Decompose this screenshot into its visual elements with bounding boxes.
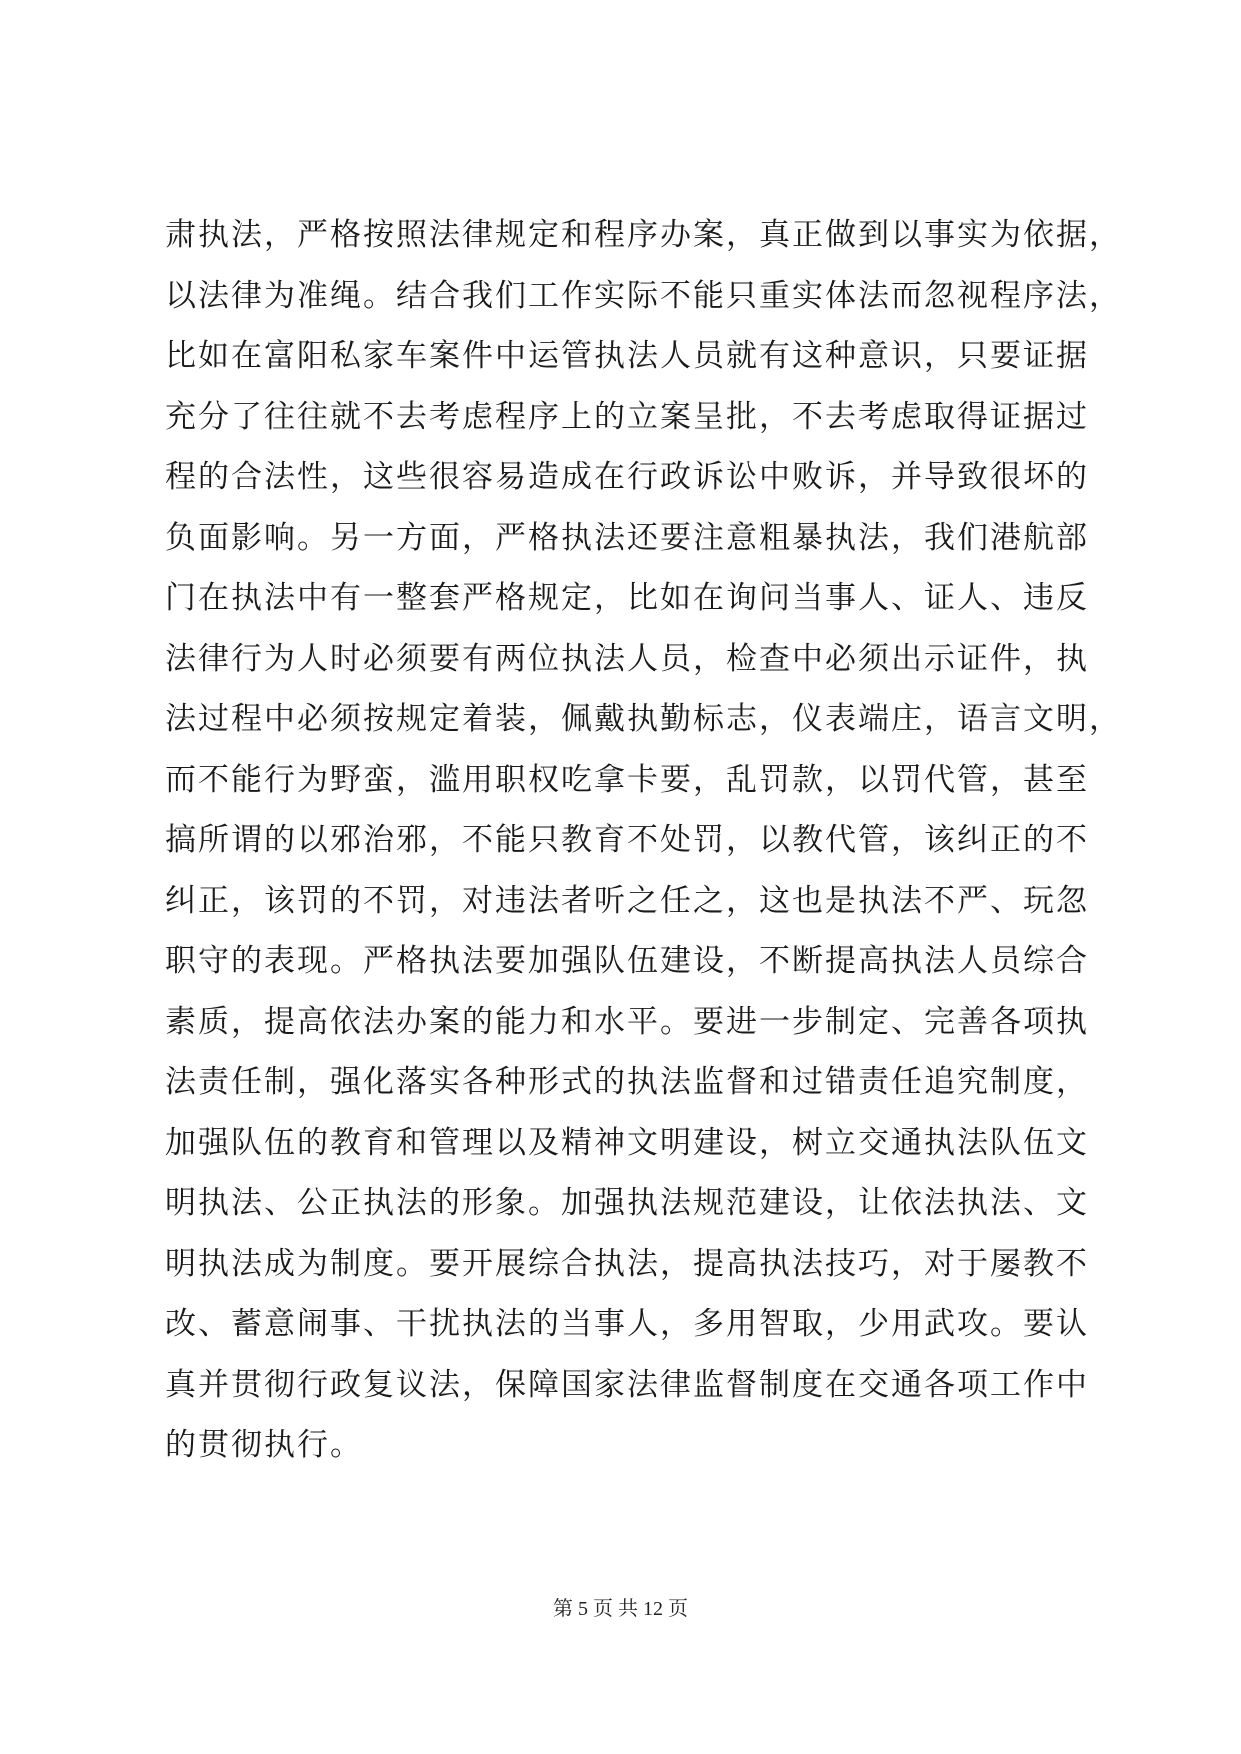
text-line: 搞所谓的以邪治邪，不能只教育不处罚，以教代管，该纠正的不 — [165, 822, 1089, 858]
text-line: 的贯彻执行。 — [165, 1427, 363, 1463]
text-line: 职守的表现。严格执法要加强队伍建设，不断提高执法人员综合 — [165, 943, 1089, 979]
text-line: 纠正，该罚的不罚，对违法者听之任之，这也是执法不严、玩忽 — [165, 882, 1089, 919]
text-line: 法律行为人时必须要有两位执法人员，检查中必须出示证件，执 — [165, 640, 1089, 677]
text-line: 真并贯彻行政复议法，保障国家法律监督制度在交通各项工作中 — [165, 1366, 1089, 1403]
page-number: 第 5 页 共 12 页 — [553, 1598, 688, 1620]
text-line: 明执法成为制度。要开展综合执法，提高执法技巧，对于屡教不 — [165, 1245, 1089, 1282]
text-line: 负面影响。另一方面，严格执法还要注意粗暴执法，我们港航部 — [165, 519, 1089, 556]
body-paragraph — [165, 205, 1122, 1476]
page-footer — [0, 1592, 1241, 1621]
text-line: 程的合法性，这些很容易造成在行政诉讼中败诉，并导致很坏的 — [165, 459, 1089, 495]
text-line: 加强队伍的教育和管理以及精神文明建设，树立交通执法队伍文 — [165, 1124, 1089, 1161]
text-line: 明执法、公正执法的形象。加强执法规范建设，让依法执法、文 — [165, 1185, 1089, 1221]
text-line: 门在执法中有一整套严格规定，比如在询问当事人、证人、违反 — [165, 580, 1089, 616]
text-line: 以法律为准绳。结合我们工作实际不能只重实体法而忽视程序法， — [165, 277, 1122, 314]
text-line: 比如在富阳私家车案件中运管执法人员就有这种意识，只要证据 — [165, 338, 1089, 374]
text-line: 而不能行为野蛮，滥用职权吃拿卡要，乱罚款，以罚代管，甚至 — [165, 761, 1089, 798]
text-line: 改、蓄意闹事、干扰执法的当事人，多用智取，少用武攻。要认 — [165, 1306, 1089, 1342]
text-line: 肃执法，严格按照法律规定和程序办案，真正做到以事实为依据， — [165, 217, 1122, 253]
text-line: 素质，提高依法办案的能力和水平。要进一步制定、完善各项执 — [165, 1003, 1089, 1040]
text-line: 充分了往往就不去考虑程序上的立案呈批，不去考虑取得证据过 — [165, 398, 1089, 435]
text-line: 法过程中必须按规定着装，佩戴执勤标志，仪表端庄，语言文明， — [165, 701, 1122, 737]
text-line: 法责任制，强化落实各种形式的执法监督和过错责任追究制度， — [165, 1064, 1089, 1100]
